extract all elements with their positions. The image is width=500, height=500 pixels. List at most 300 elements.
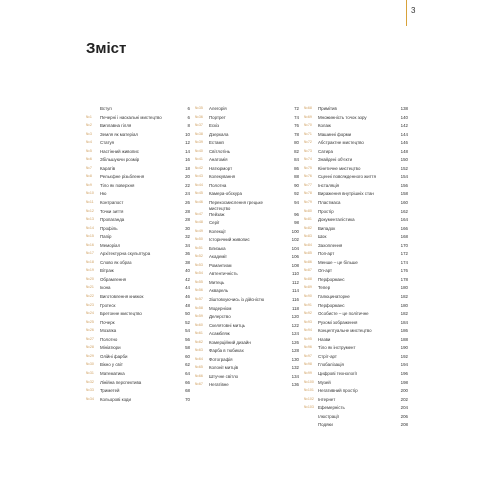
entry-page-number: 170 <box>400 242 408 248</box>
entry-title: Інсталяція <box>318 182 340 188</box>
entry-code: №57 <box>195 296 203 301</box>
entry-code: №64 <box>195 356 203 361</box>
toc-entry <box>86 277 190 286</box>
toc-entry <box>195 365 299 374</box>
entry-title: Акварель <box>209 288 229 294</box>
entry-title: Вікно у світ <box>100 362 123 368</box>
entry-code: №82 <box>304 225 312 230</box>
toc-entry <box>304 311 408 320</box>
toc-entry <box>195 331 299 340</box>
entry-title: Негативний простір <box>318 388 358 394</box>
entry-page-number: 54 <box>185 328 190 334</box>
entry-code: №56 <box>195 288 203 293</box>
entry-page-number: 16 <box>185 157 190 163</box>
entry-title: Модерніом <box>209 305 232 311</box>
toc-entry <box>86 285 190 294</box>
entry-code: №86 <box>304 259 312 264</box>
entry-title: Автентичність <box>209 271 238 277</box>
entry-title: Випадок <box>318 225 336 231</box>
entry-title: Вітраж <box>100 268 114 274</box>
toc-entry <box>304 303 408 312</box>
toc-entry <box>304 123 408 132</box>
toc-entry <box>86 397 190 406</box>
entry-page-number: 182 <box>400 311 408 317</box>
entry-title: Документалістика <box>318 217 355 223</box>
entry-code: №30 <box>86 362 94 367</box>
entry-code: №78 <box>304 191 312 196</box>
entry-code: №101 <box>304 388 314 393</box>
entry-code: №70 <box>304 123 312 128</box>
entry-title: Виплавна гілля <box>100 123 132 129</box>
entry-page-number: 28 <box>185 217 190 223</box>
entry-title: Колекування <box>209 174 236 180</box>
entry-title: Абстрактне мистецтво <box>318 140 364 146</box>
entry-page-number: 92 <box>294 191 299 197</box>
entry-page-number: 84 <box>294 157 299 163</box>
toc-entry <box>195 314 299 323</box>
entry-code: №43 <box>195 174 203 179</box>
toc-entry <box>195 348 299 357</box>
entry-page-number: 8 <box>187 123 190 129</box>
entry-page-number: 76 <box>294 123 299 129</box>
entry-title: Ню <box>100 191 107 197</box>
toc-entry <box>86 354 190 363</box>
entry-title: Близька <box>209 245 226 251</box>
entry-title: Ефемерність <box>318 405 345 411</box>
entry-code: №5 <box>86 148 92 153</box>
entry-code: №8 <box>86 174 92 179</box>
toc-entry <box>86 106 190 115</box>
entry-title: Особисте – це політичне <box>318 311 369 317</box>
entry-code: №9 <box>86 182 92 187</box>
toc-entry <box>86 157 190 166</box>
entry-page-number: 102 <box>291 237 299 243</box>
entry-title: Подяки <box>318 422 333 428</box>
entry-page-number: 22 <box>185 182 190 188</box>
entry-page-number: 142 <box>400 123 408 129</box>
entry-title: Скелятовні митць <box>209 322 246 328</box>
entry-code: №54 <box>195 271 203 276</box>
entry-title: Цифрові технології <box>318 370 357 376</box>
entry-title: Точки зиття <box>100 208 124 214</box>
entry-code: №84 <box>304 242 312 247</box>
toc-entry <box>86 380 190 389</box>
entry-page-number: 168 <box>400 234 408 240</box>
entry-title: Настінний живопис <box>100 148 139 154</box>
entry-page-number: 156 <box>400 182 408 188</box>
entry-code: №87 <box>304 268 312 273</box>
entry-title: Кольорові коди <box>100 396 131 402</box>
entry-page-number: 6 <box>187 114 190 120</box>
entry-title: Пропаганда <box>100 217 125 223</box>
toc-entry <box>304 149 408 158</box>
entry-code: №77 <box>304 182 312 187</box>
entry-code: №100 <box>304 379 314 384</box>
toc-entry <box>195 246 299 255</box>
toc-entry <box>86 371 190 380</box>
toc-entry <box>86 251 190 260</box>
entry-title: Фотографія <box>209 356 233 362</box>
entry-title: Гротеск <box>100 302 116 308</box>
entry-title: Контрапост <box>100 200 124 206</box>
entry-code: №41 <box>195 157 203 162</box>
toc-entry <box>86 226 190 235</box>
entry-code: №81 <box>304 217 312 222</box>
entry-page-number: 68 <box>185 388 190 394</box>
entry-code: №55 <box>195 279 203 284</box>
entry-code: №73 <box>304 148 312 153</box>
entry-code: №22 <box>86 294 94 299</box>
entry-page-number: 140 <box>400 114 408 120</box>
entry-code: №102 <box>304 396 314 401</box>
entry-code: №27 <box>86 336 94 341</box>
entry-title: Мозаїка <box>100 328 117 334</box>
entry-code: №28 <box>86 345 94 350</box>
toc-entry <box>195 306 299 315</box>
toc-entry <box>304 422 408 431</box>
toc-entry <box>195 288 299 297</box>
entry-code: №46 <box>195 200 203 205</box>
toc-entry <box>195 115 299 124</box>
entry-page-number: 62 <box>185 362 190 368</box>
toc-entry <box>304 268 408 277</box>
entry-page-number: 150 <box>400 157 408 163</box>
entry-title: Концептуальне мистецтво <box>318 328 372 334</box>
toc-entry <box>304 157 408 166</box>
entry-code: №92 <box>304 311 312 316</box>
entry-title: Світлотінь <box>209 148 231 154</box>
entry-code: №20 <box>86 276 94 281</box>
entry-title: Рухомі зображення <box>318 319 358 325</box>
toc-entry <box>195 149 299 158</box>
toc-entry <box>86 174 190 183</box>
entry-page-number: 160 <box>400 200 408 206</box>
entry-code: №71 <box>304 131 312 136</box>
entry-code: №33 <box>86 388 94 393</box>
toc-entry <box>86 303 190 312</box>
entry-code: №21 <box>86 285 94 290</box>
toc-entry <box>304 140 408 149</box>
toc-entry <box>304 191 408 200</box>
entry-page-number: 52 <box>185 319 190 325</box>
entry-code: №66 <box>195 373 203 378</box>
entry-page-number: 46 <box>185 294 190 300</box>
toc-entry <box>195 212 299 221</box>
entry-title: Полотна <box>209 182 227 188</box>
entry-page-number: 66 <box>185 379 190 385</box>
toc-entry <box>304 251 408 260</box>
entry-page-number: 90 <box>294 182 299 188</box>
entry-title: Почерк <box>100 319 115 325</box>
entry-title: Митець <box>209 279 225 285</box>
entry-page-number: 128 <box>291 348 299 354</box>
toc-entry <box>304 354 408 363</box>
entry-page-number: 58 <box>185 345 190 351</box>
entry-page-number: 30 <box>185 225 190 231</box>
entry-code: №36 <box>195 114 203 119</box>
entry-title: Машинні форми <box>318 131 352 137</box>
entry-page-number: 112 <box>292 279 299 285</box>
entry-code: №103 <box>304 405 314 410</box>
entry-code: №98 <box>304 362 312 367</box>
entry-page-number: 26 <box>185 200 190 206</box>
toc-entry <box>86 115 190 124</box>
entry-title: Комерційний дизайн <box>209 339 251 345</box>
toc-entry <box>304 209 408 218</box>
entry-title: Олійні фарби <box>100 353 128 359</box>
toc-entry <box>195 254 299 263</box>
entry-code: №7 <box>86 165 92 170</box>
entry-code: №29 <box>86 353 94 358</box>
entry-code: №47 <box>195 211 203 216</box>
entry-page-number: 80 <box>294 140 299 146</box>
toc-entry <box>304 380 408 389</box>
entry-code: №16 <box>86 242 94 247</box>
entry-page-number: 40 <box>185 268 190 274</box>
entry-title: Історичний живопис <box>209 237 250 243</box>
entry-title: Множинність точок зору <box>318 114 367 120</box>
entry-page-number: 198 <box>400 379 408 385</box>
toc-entry <box>195 323 299 332</box>
entry-page-number: 118 <box>292 305 299 311</box>
entry-title: Профіль <box>100 225 118 231</box>
entry-title: Математика <box>100 370 125 376</box>
entry-code: №52 <box>195 254 203 259</box>
entry-title: Печерні і наскальні мистецтво <box>100 114 162 120</box>
entry-code: №68 <box>304 106 312 110</box>
entry-page-number: 50 <box>185 311 190 317</box>
entry-page-number: 10 <box>185 131 190 137</box>
entry-page-number: 172 <box>400 251 408 257</box>
page-number: 3 <box>411 6 416 15</box>
entry-page-number: 6 <box>187 106 190 111</box>
entry-title: Захоплення <box>318 242 343 248</box>
entry-title: Архітектурна скульптура <box>100 251 151 257</box>
entry-title: Глобалізація <box>318 362 344 368</box>
entry-code: №94 <box>304 328 312 333</box>
entry-page-number: 180 <box>400 285 408 291</box>
entry-title: Сатира <box>318 148 333 154</box>
entry-title: Колекції <box>209 228 226 234</box>
entry-page-number: 36 <box>185 251 190 257</box>
toc-entry <box>195 183 299 192</box>
entry-title: Тепер <box>318 285 331 291</box>
toc-entry <box>86 268 190 277</box>
entry-title: Сценні повсякденного життя <box>318 174 376 180</box>
entry-code: №67 <box>195 382 203 387</box>
entry-code: №25 <box>86 319 94 324</box>
entry-title: Анатомія <box>209 157 228 163</box>
entry-title: Назви <box>318 336 331 342</box>
toc-entry <box>86 243 190 252</box>
toc-entry <box>86 337 190 346</box>
entry-code: №11 <box>86 200 94 205</box>
entry-title: Академії <box>209 254 227 260</box>
toc-entry <box>195 157 299 166</box>
entry-code: №48 <box>195 220 203 225</box>
toc-entry <box>304 166 408 175</box>
entry-title: Слово як образ <box>100 259 132 265</box>
entry-code: №93 <box>304 319 312 324</box>
entry-title: Ескіз <box>209 123 219 129</box>
entry-title: Інтернет <box>318 396 336 402</box>
entry-title: Лінійна перспектива <box>100 379 142 385</box>
entry-title: Знайдені об'єкти <box>318 157 353 163</box>
entry-title: Перформанс <box>318 276 345 282</box>
entry-code: №38 <box>195 131 203 136</box>
entry-page-number: 86 <box>294 165 299 171</box>
toc-entry <box>304 217 408 226</box>
toc-entry <box>304 294 408 303</box>
entry-page-number: 60 <box>185 353 190 359</box>
entry-title: Ікона <box>100 285 111 291</box>
entry-title: Поп-арт <box>318 251 335 257</box>
entry-title: Романтизм <box>209 262 232 268</box>
entry-code: №65 <box>195 365 203 370</box>
entry-page-number: 162 <box>400 208 408 214</box>
entry-code: №62 <box>195 339 203 344</box>
entry-page-number: 70 <box>185 396 190 402</box>
entry-title: Статуя <box>100 140 115 146</box>
toc-entry <box>86 200 190 209</box>
entry-page-number: 114 <box>292 288 299 294</box>
toc-entry <box>304 226 408 235</box>
entry-page-number: 24 <box>185 191 190 197</box>
toc-entry <box>86 191 190 200</box>
entry-code: №95 <box>304 336 312 341</box>
entry-title: Ілюстрації <box>318 413 339 419</box>
entry-code: №34 <box>86 396 94 401</box>
toc-entry <box>86 345 190 354</box>
toc-entry <box>195 200 299 212</box>
entry-title: Тіло як поверхня <box>100 182 135 188</box>
toc-entry <box>304 183 408 192</box>
entry-code: №35 <box>195 106 203 110</box>
entry-code: №72 <box>304 140 312 145</box>
entry-code: №26 <box>86 328 94 333</box>
entry-page-number: 64 <box>185 370 190 376</box>
entry-code: №6 <box>86 157 92 162</box>
entry-page-number: 100 <box>291 228 299 234</box>
entry-code: №44 <box>195 182 203 187</box>
entry-page-number: 204 <box>400 405 408 411</box>
entry-title: Пластмаса <box>318 200 341 206</box>
entry-code: №12 <box>86 208 94 213</box>
toc-column-3 <box>304 106 408 431</box>
toc-entry <box>195 382 299 391</box>
toc-entry <box>195 271 299 280</box>
entry-page-number: 56 <box>185 336 190 342</box>
entry-title: Вираження внутрішніх стан <box>318 191 374 197</box>
entry-page-number: 176 <box>400 268 408 274</box>
toc-entry <box>304 106 408 115</box>
toc-entry <box>304 337 408 346</box>
entry-title: Штучне світло <box>209 373 239 379</box>
entry-code: №4 <box>86 140 92 145</box>
toc-entry <box>304 414 408 423</box>
entry-code: №99 <box>304 370 312 375</box>
toc-entry <box>304 388 408 397</box>
entry-code: №23 <box>86 302 94 307</box>
entry-page-number: 138 <box>400 106 408 111</box>
entry-code: №58 <box>195 305 203 310</box>
entry-page-number: 178 <box>400 276 408 282</box>
entry-page-number: 148 <box>400 148 408 154</box>
entry-title: Пейзаж <box>209 211 225 217</box>
toc-entry <box>304 285 408 294</box>
entry-title: Полотно <box>100 336 118 342</box>
entry-title: Натюрморт <box>209 165 233 171</box>
entry-title: Виготовлення книжок <box>100 294 144 300</box>
toc-entry <box>86 132 190 141</box>
entry-title: Колаж <box>318 123 331 129</box>
entry-page-number: 106 <box>291 254 299 260</box>
entry-code: №18 <box>86 259 94 264</box>
entry-code: №50 <box>195 237 203 242</box>
entry-title: Галюцинаторне <box>318 294 350 300</box>
entry-title: Каратів <box>100 165 116 171</box>
toc-entry <box>304 371 408 380</box>
entry-page-number: 164 <box>400 217 408 223</box>
toc-entry <box>86 183 190 192</box>
entry-page-number: 146 <box>400 140 408 146</box>
entry-page-number: 18 <box>185 165 190 171</box>
toc-entry <box>195 340 299 349</box>
entry-page-number: 144 <box>400 131 408 137</box>
entry-page-number: 158 <box>400 191 408 197</box>
entry-page-number: 188 <box>400 336 408 342</box>
entry-title: Земля як матеріал <box>100 131 138 137</box>
toc-column-1 <box>86 106 190 405</box>
entry-title: Вступ <box>100 106 112 111</box>
entry-code: №17 <box>86 251 94 256</box>
entry-page-number: 180 <box>400 302 408 308</box>
entry-page-number: 152 <box>400 165 408 171</box>
entry-code: №24 <box>86 311 94 316</box>
entry-code: №63 <box>195 348 203 353</box>
toc-entry <box>86 362 190 371</box>
entry-page-number: 96 <box>294 211 299 217</box>
entry-code: №59 <box>195 314 203 319</box>
entry-page-number: 42 <box>185 276 190 282</box>
toc-entry <box>86 328 190 337</box>
entry-page-number: 32 <box>185 234 190 240</box>
entry-code: №60 <box>195 322 203 327</box>
entry-code: №39 <box>195 140 203 145</box>
entry-title: Асамбляж <box>209 331 230 337</box>
entry-title: Тіло як інструмент <box>318 345 356 351</box>
entry-page-number: 124 <box>291 331 299 337</box>
entry-code: №13 <box>86 217 94 222</box>
entry-code: №75 <box>304 165 312 170</box>
entry-page-number: 108 <box>291 262 299 268</box>
entry-title: Дзеркала <box>209 131 229 137</box>
entry-title: Портрет <box>209 114 226 120</box>
toc-entry <box>195 106 299 115</box>
toc-entry <box>195 174 299 183</box>
toc-entry <box>304 132 408 141</box>
toc-entry <box>86 123 190 132</box>
entry-code: №89 <box>304 285 312 290</box>
toc-entry <box>195 280 299 289</box>
entry-code: №42 <box>195 165 203 170</box>
entry-page-number: 134 <box>291 373 299 379</box>
entry-code: №49 <box>195 228 203 233</box>
entry-page-number: 44 <box>185 285 190 291</box>
toc-entry <box>86 388 190 397</box>
entry-code: №91 <box>304 302 312 307</box>
entry-page-number: 72 <box>294 106 299 111</box>
